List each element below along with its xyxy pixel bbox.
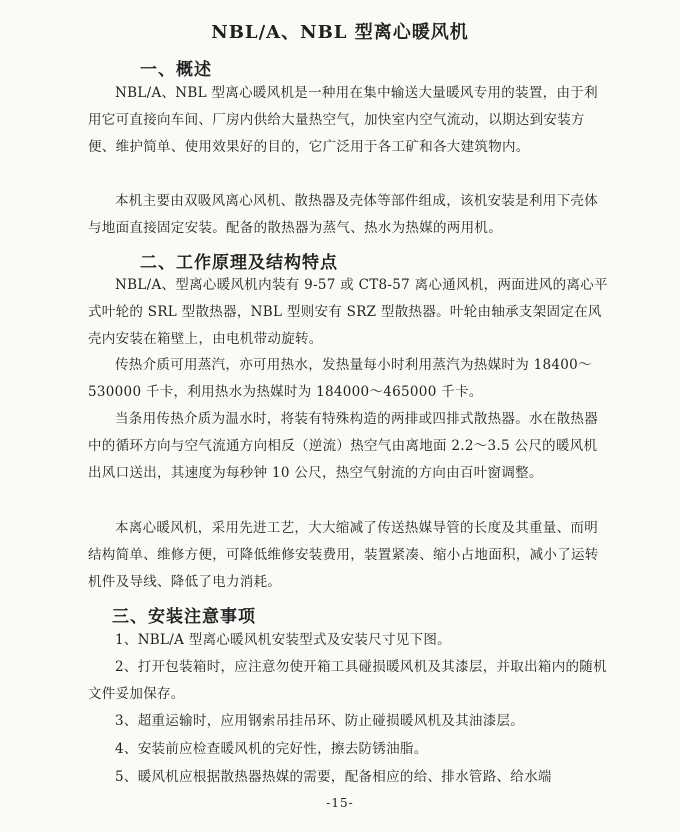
installation-item-1: 1、NBL/A 型离心暖风机安装型式及安装尺寸见下图。 [115,632,451,648]
paragraph-overview-2: 本机主要由双吸风离心风机、散热器及壳体等部件组成，该机安装是利用下壳体与地面直接固定安装。配备的散热器为蒸气、热水为热媒的两用机。 [88,193,598,236]
installation-item-4: 4、安装前应检查暖风机的完好性，擦去防锈油脂。 [115,741,428,757]
paragraph-principle-2: 传热介质可用蒸汽，亦可用热水，发热量每小时利用蒸汽为热媒时为 18400～530000 千卡，利用热水为热媒时为 184000～465000 千卡。 [88,357,592,400]
paragraph-principle-4: 本离心暖风机，采用先进工艺，大大缩减了传送热媒导管的长度及其重量、而明结构简单、维修方便，可降低维修安装费用，装置紧凑、缩小占地面积，减小了运转机件及导线、降低了电力消耗。 [88,520,599,590]
page-number: -15- [326,796,354,810]
installation-item-3: 3、超重运输时，应用钢索吊挂吊环、防止碰损暖风机及其油漆层。 [115,713,525,729]
paragraph-principle-3: 当条用传热介质为温水时，将装有特殊构造的两排或四排式散热器。水在散热器中的循环方向与空气流通方向相反（逆流）热空气由离地面 2.2～3.5 公尺的暖风机出风口送出，其速度为每秒钟 10 公尺，热空气射流的方向由百叶窗调整。 [88,411,598,481]
paragraph-overview-1: NBL/A、NBL 型离心暖风机是一种用在集中输送大量暖风专用的装置，由于利用它可直接向车间、厂房内供给大量热空气，加快室内空气流动，以期达到安装方便、维护简单、使用效果好的目的，它广泛用于各工矿和各大建筑物内。 [88,85,598,155]
installation-item-5: 5、暖风机应根据散热器热媒的需要，配备相应的给、排水管路、给水端 [115,769,552,785]
page-title: NBL/A、NBL 型离心暖风机 [211,22,469,43]
section-heading-principle: 二、工作原理及结构特点 [140,253,338,273]
section-heading-installation: 三、安装注意事项 [112,607,256,627]
section-heading-overview: 一、概述 [140,60,212,80]
paragraph-principle-1: NBL/A、型离心暖风机内装有 9-57 或 CT8-57 离心通风机，两面进风的离心平式叶轮的 SRL 型散热器，NBL 型则安有 SRZ 型散热器。叶轮由轴承支架固定在风壳内安装在箱壁上，由电机带动旋转。 [88,277,608,347]
installation-item-2: 2、打开包装箱时，应注意勿使开箱工具碰损暖风机及其漆层，并取出箱内的随机文件妥加保存。 [88,659,607,702]
